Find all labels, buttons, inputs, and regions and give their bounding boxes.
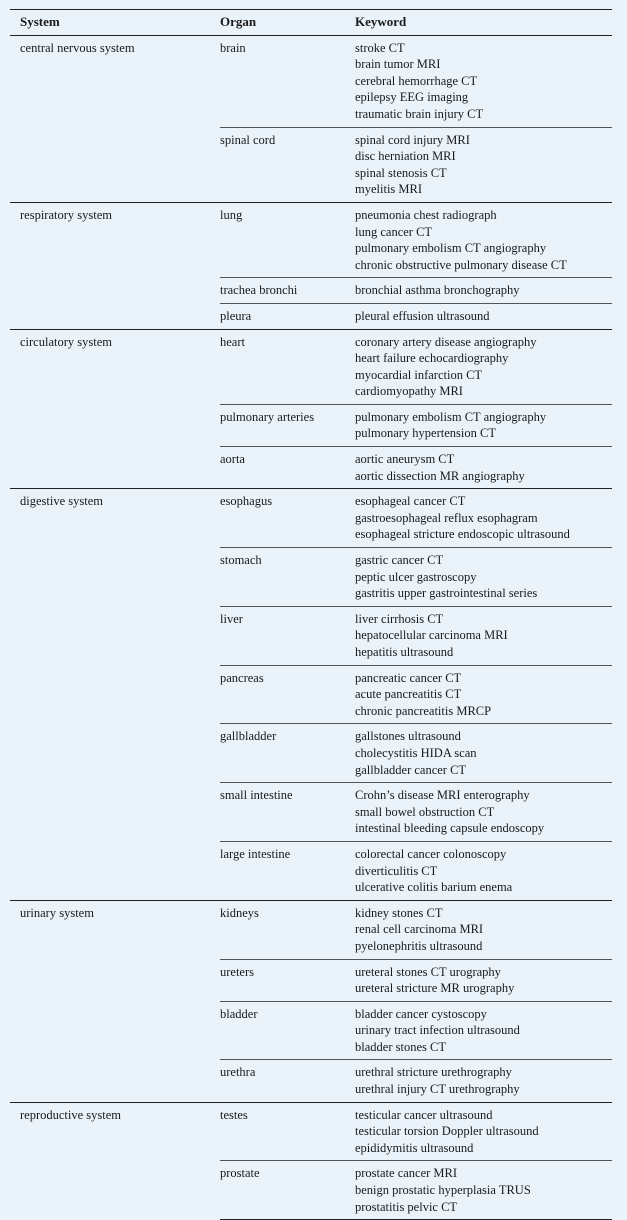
keyword-cell <box>355 665 612 724</box>
keyword-item: diverticulitis CT <box>355 863 438 878</box>
keyword-item: cardiomyopathy MRI <box>355 384 463 399</box>
keyword-cell <box>355 548 612 607</box>
keyword-item: prostate cancer MRI <box>355 1166 458 1181</box>
keyword-item: cerebral hemorrhage CT <box>355 73 478 88</box>
keyword-cell <box>355 447 612 489</box>
keyword-item: spinal cord injury MRI <box>355 132 470 147</box>
organ-cell: liver <box>220 606 355 665</box>
table-row <box>10 489 612 548</box>
keyword-cell <box>355 606 612 665</box>
keyword-item: disc herniation MRI <box>355 149 456 164</box>
keyword-item: pulmonary hypertension CT <box>355 426 496 441</box>
system-cell: central nervous system <box>10 35 220 202</box>
keyword-item: urinary tract infection ultrasound <box>355 1023 520 1038</box>
header-organ: Organ <box>220 10 355 36</box>
keyword-item: aortic dissection MR angiography <box>355 468 525 483</box>
keyword-cell <box>355 278 612 304</box>
header-keyword: Keyword <box>355 10 612 36</box>
keyword-cell <box>355 35 612 127</box>
keyword-item: Crohn’s disease MRI enterography <box>355 788 530 803</box>
keyword-item: gastroesophageal reflux esophagram <box>355 510 538 525</box>
keyword-item: peptic ulcer gastroscopy <box>355 569 477 584</box>
keyword-cell <box>355 127 612 202</box>
keyword-item: brain tumor MRI <box>355 57 441 72</box>
keyword-item: heart failure echocardiography <box>355 351 509 366</box>
keyword-item: stroke CT <box>355 40 405 55</box>
keyword-cell <box>355 900 612 959</box>
keyword-item: hepatitis ultrasound <box>355 645 454 659</box>
organ-cell: esophagus <box>220 489 355 548</box>
header-system: System <box>10 10 220 36</box>
organ-cell: prostate <box>220 1161 355 1220</box>
keyword-item: pulmonary embolism CT angiography <box>355 409 547 424</box>
keyword-item: renal cell carcinoma MRI <box>355 922 484 937</box>
organ-cell: spinal cord <box>220 127 355 202</box>
keyword-item: testicular torsion Doppler ultrasound <box>355 1124 539 1139</box>
organ-cell: ureters <box>220 959 355 1001</box>
keyword-item: cholecystitis HIDA scan <box>355 745 477 760</box>
keyword-cell <box>355 489 612 548</box>
keyword-cell <box>355 959 612 1001</box>
organ-cell: urethra <box>220 1060 355 1102</box>
system-cell: reproductive system <box>10 1102 220 1220</box>
keyword-item: acute pancreatitis CT <box>355 687 462 702</box>
keyword-item: benign prostatic hyperplasia TRUS <box>355 1183 531 1198</box>
keyword-item: gallbladder cancer CT <box>355 762 467 777</box>
keyword-item: urethral stricture urethrography <box>355 1065 512 1080</box>
keyword-item: aortic aneurysm CT <box>355 452 455 467</box>
keyword-item: myocardial infarction CT <box>355 367 483 382</box>
keyword-item: coronary artery disease angiography <box>355 334 537 349</box>
table-row <box>10 202 612 277</box>
table-header-row <box>10 10 612 36</box>
organ-cell: bladder <box>220 1001 355 1060</box>
keyword-cell <box>355 202 612 277</box>
organ-cell: large intestine <box>220 841 355 900</box>
organ-cell: gallbladder <box>220 724 355 783</box>
organ-cell: stomach <box>220 548 355 607</box>
table-row <box>10 35 612 127</box>
keyword-item: esophageal cancer CT <box>355 494 466 509</box>
organ-cell: kidneys <box>220 900 355 959</box>
organ-cell: small intestine <box>220 783 355 842</box>
keyword-item: gastric cancer CT <box>355 553 444 568</box>
keyword-item: pancreatic cancer CT <box>355 670 462 685</box>
keyword-item: epididymitis ultrasound <box>355 1140 474 1155</box>
table-row <box>10 900 612 959</box>
keyword-item: bladder cancer cystoscopy <box>355 1006 487 1021</box>
keyword-item: ulcerative colitis barium enema <box>355 880 513 895</box>
keyword-cell <box>355 783 612 842</box>
keyword-cell <box>355 329 612 404</box>
keyword-cell <box>355 1161 612 1220</box>
keyword-cell <box>355 1102 612 1161</box>
keyword-item: liver cirrhosis CT <box>355 611 444 626</box>
organ-cell: trachea bronchi <box>220 278 355 304</box>
organ-cell: heart <box>220 329 355 404</box>
keyword-item: bronchial asthma bronchography <box>355 283 520 298</box>
system-cell: digestive system <box>10 489 220 900</box>
keyword-item: gastritis upper gastrointestinal series <box>355 586 538 601</box>
table-body <box>10 35 612 1220</box>
keyword-item: chronic obstructive pulmonary disease CT <box>355 257 567 272</box>
system-cell: respiratory system <box>10 202 220 329</box>
keyword-cell <box>355 841 612 900</box>
keyword-cell <box>355 303 612 329</box>
organ-cell: brain <box>220 35 355 127</box>
keyword-item: chronic pancreatitis MRCP <box>355 703 492 718</box>
organ-cell: pulmonary arteries <box>220 404 355 446</box>
keyword-item: lung cancer CT <box>355 224 433 239</box>
organ-cell: pleura <box>220 303 355 329</box>
keyword-item: pneumonia chest radiograph <box>355 207 497 222</box>
keyword-item: traumatic brain injury CT <box>355 106 484 121</box>
organ-cell: aorta <box>220 447 355 489</box>
table-row <box>10 329 612 404</box>
keyword-item: ureteral stricture MR urography <box>355 981 515 996</box>
keyword-item: pyelonephritis ultrasound <box>355 938 483 953</box>
keyword-item: pulmonary embolism CT angiography <box>355 241 547 256</box>
keyword-item: hepatocellular carcinoma MRI <box>355 628 508 643</box>
keyword-cell <box>355 724 612 783</box>
keyword-item: gallstones ultrasound <box>355 729 461 744</box>
keyword-cell <box>355 1001 612 1060</box>
keyword-cell <box>355 404 612 446</box>
system-cell: urinary system <box>10 900 220 1102</box>
keyword-item: colorectal cancer colonoscopy <box>355 846 507 861</box>
system-cell: circulatory system <box>10 329 220 489</box>
keyword-item: bladder stones CT <box>355 1039 446 1054</box>
organ-cell: lung <box>220 202 355 277</box>
keyword-item: small bowel obstruction CT <box>355 804 495 819</box>
keyword-item: myelitis MRI <box>355 182 423 197</box>
organ-cell: pancreas <box>220 665 355 724</box>
keyword-item: pleural effusion ultrasound <box>355 308 490 323</box>
keyword-item: kidney stones CT <box>355 905 443 920</box>
keyword-cell <box>355 1060 612 1102</box>
organ-keyword-table <box>10 9 612 1220</box>
keyword-item: urethral injury CT urethrography <box>355 1082 520 1097</box>
keyword-item: spinal stenosis CT <box>355 165 447 180</box>
keyword-item: prostatitis pelvic CT <box>355 1199 458 1214</box>
keyword-item: esophageal stricture endoscopic ultrasound <box>355 527 570 542</box>
keyword-item: testicular cancer ultrasound <box>355 1107 493 1122</box>
keyword-item: ureteral stones CT urography <box>355 964 501 979</box>
keyword-item: intestinal bleeding capsule endoscopy <box>355 821 545 836</box>
organ-cell: testes <box>220 1102 355 1161</box>
table-row <box>10 1102 612 1161</box>
keyword-item: epilepsy EEG imaging <box>355 90 469 105</box>
